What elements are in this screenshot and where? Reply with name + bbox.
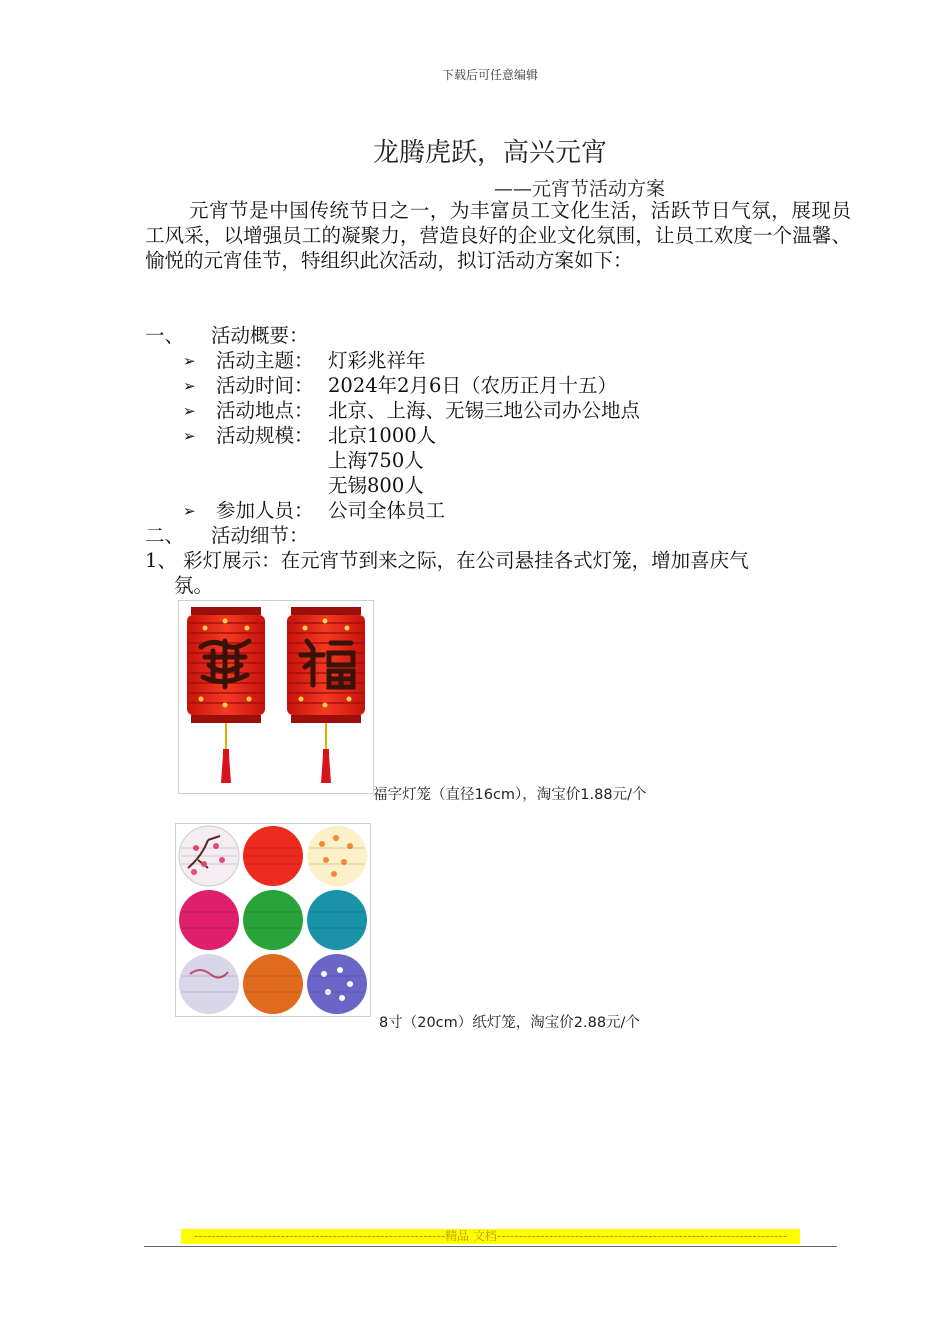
bullet-arrow-icon: ➢ bbox=[183, 402, 196, 420]
document-subtitle: ——元宵节活动方案 bbox=[494, 178, 666, 200]
paper-lantern-illustration bbox=[176, 824, 370, 1016]
section2-heading: 活动细节： bbox=[211, 524, 309, 547]
footer-watermark: ----------------------------------------------------------精品 文档------------------------------------------------------------------- bbox=[181, 1229, 800, 1244]
paper-lantern-image bbox=[175, 823, 371, 1017]
section1-heading: 活动概要： bbox=[211, 324, 309, 347]
item-time-label: 活动时间： bbox=[216, 374, 314, 397]
item-location-label: 活动地点： bbox=[216, 399, 314, 422]
item-scale-value: 北京1000人 bbox=[328, 424, 437, 447]
fu-lantern-caption: 福字灯笼（直径16cm），淘宝价1.88元/个 bbox=[373, 787, 647, 803]
item-theme-label: 活动主题： bbox=[216, 349, 314, 372]
item-location-value: 北京、上海、无锡三地公司办公地点 bbox=[328, 399, 641, 422]
item-participants-value: 公司全体员工 bbox=[328, 499, 446, 522]
fu-lantern-illustration bbox=[179, 601, 373, 793]
bullet-arrow-icon: ➢ bbox=[183, 352, 196, 370]
fu-lantern-image bbox=[178, 600, 374, 794]
item-scale-shanghai: 上海750人 bbox=[328, 449, 424, 472]
intro-paragraph: 元宵节是中国传统节日之一，为丰富员工文化生活，活跃节日气氛，展现员工风采，以增强员工的凝聚力，营造良好的企业文化氛围，让员工欢度一个温馨、愉悦的元宵佳节，特组织此次活动，拟订活动方案如下： bbox=[145, 199, 851, 272]
item-scale-label: 活动规模： bbox=[216, 424, 314, 447]
item-scale-wuxi: 无锡800人 bbox=[328, 474, 424, 497]
point1-text-cont: 氛。 bbox=[174, 574, 214, 597]
bullet-arrow-icon: ➢ bbox=[183, 502, 196, 520]
point1-text: 1、 彩灯展示：在元宵节到来之际，在公司悬挂各式灯笼，增加喜庆气 bbox=[145, 549, 749, 572]
bullet-arrow-icon: ➢ bbox=[183, 427, 196, 445]
document-title: 龙腾虎跃，高兴元宵 bbox=[372, 138, 607, 168]
footer-divider bbox=[144, 1246, 837, 1247]
bullet-arrow-icon: ➢ bbox=[183, 377, 196, 395]
header-note: 下载后可任意编辑 bbox=[441, 68, 538, 82]
item-participants-label: 参加人员： bbox=[216, 499, 314, 522]
paper-lantern-caption: 8寸（20cm）纸灯笼，淘宝价2.88元/个 bbox=[379, 1015, 640, 1031]
section2-number: 二、 bbox=[145, 524, 185, 547]
item-time-value: 2024年2月6日（农历正月十五） bbox=[328, 374, 617, 397]
item-theme-value: 灯彩兆祥年 bbox=[328, 349, 426, 372]
section1-number: 一、 bbox=[145, 324, 185, 347]
